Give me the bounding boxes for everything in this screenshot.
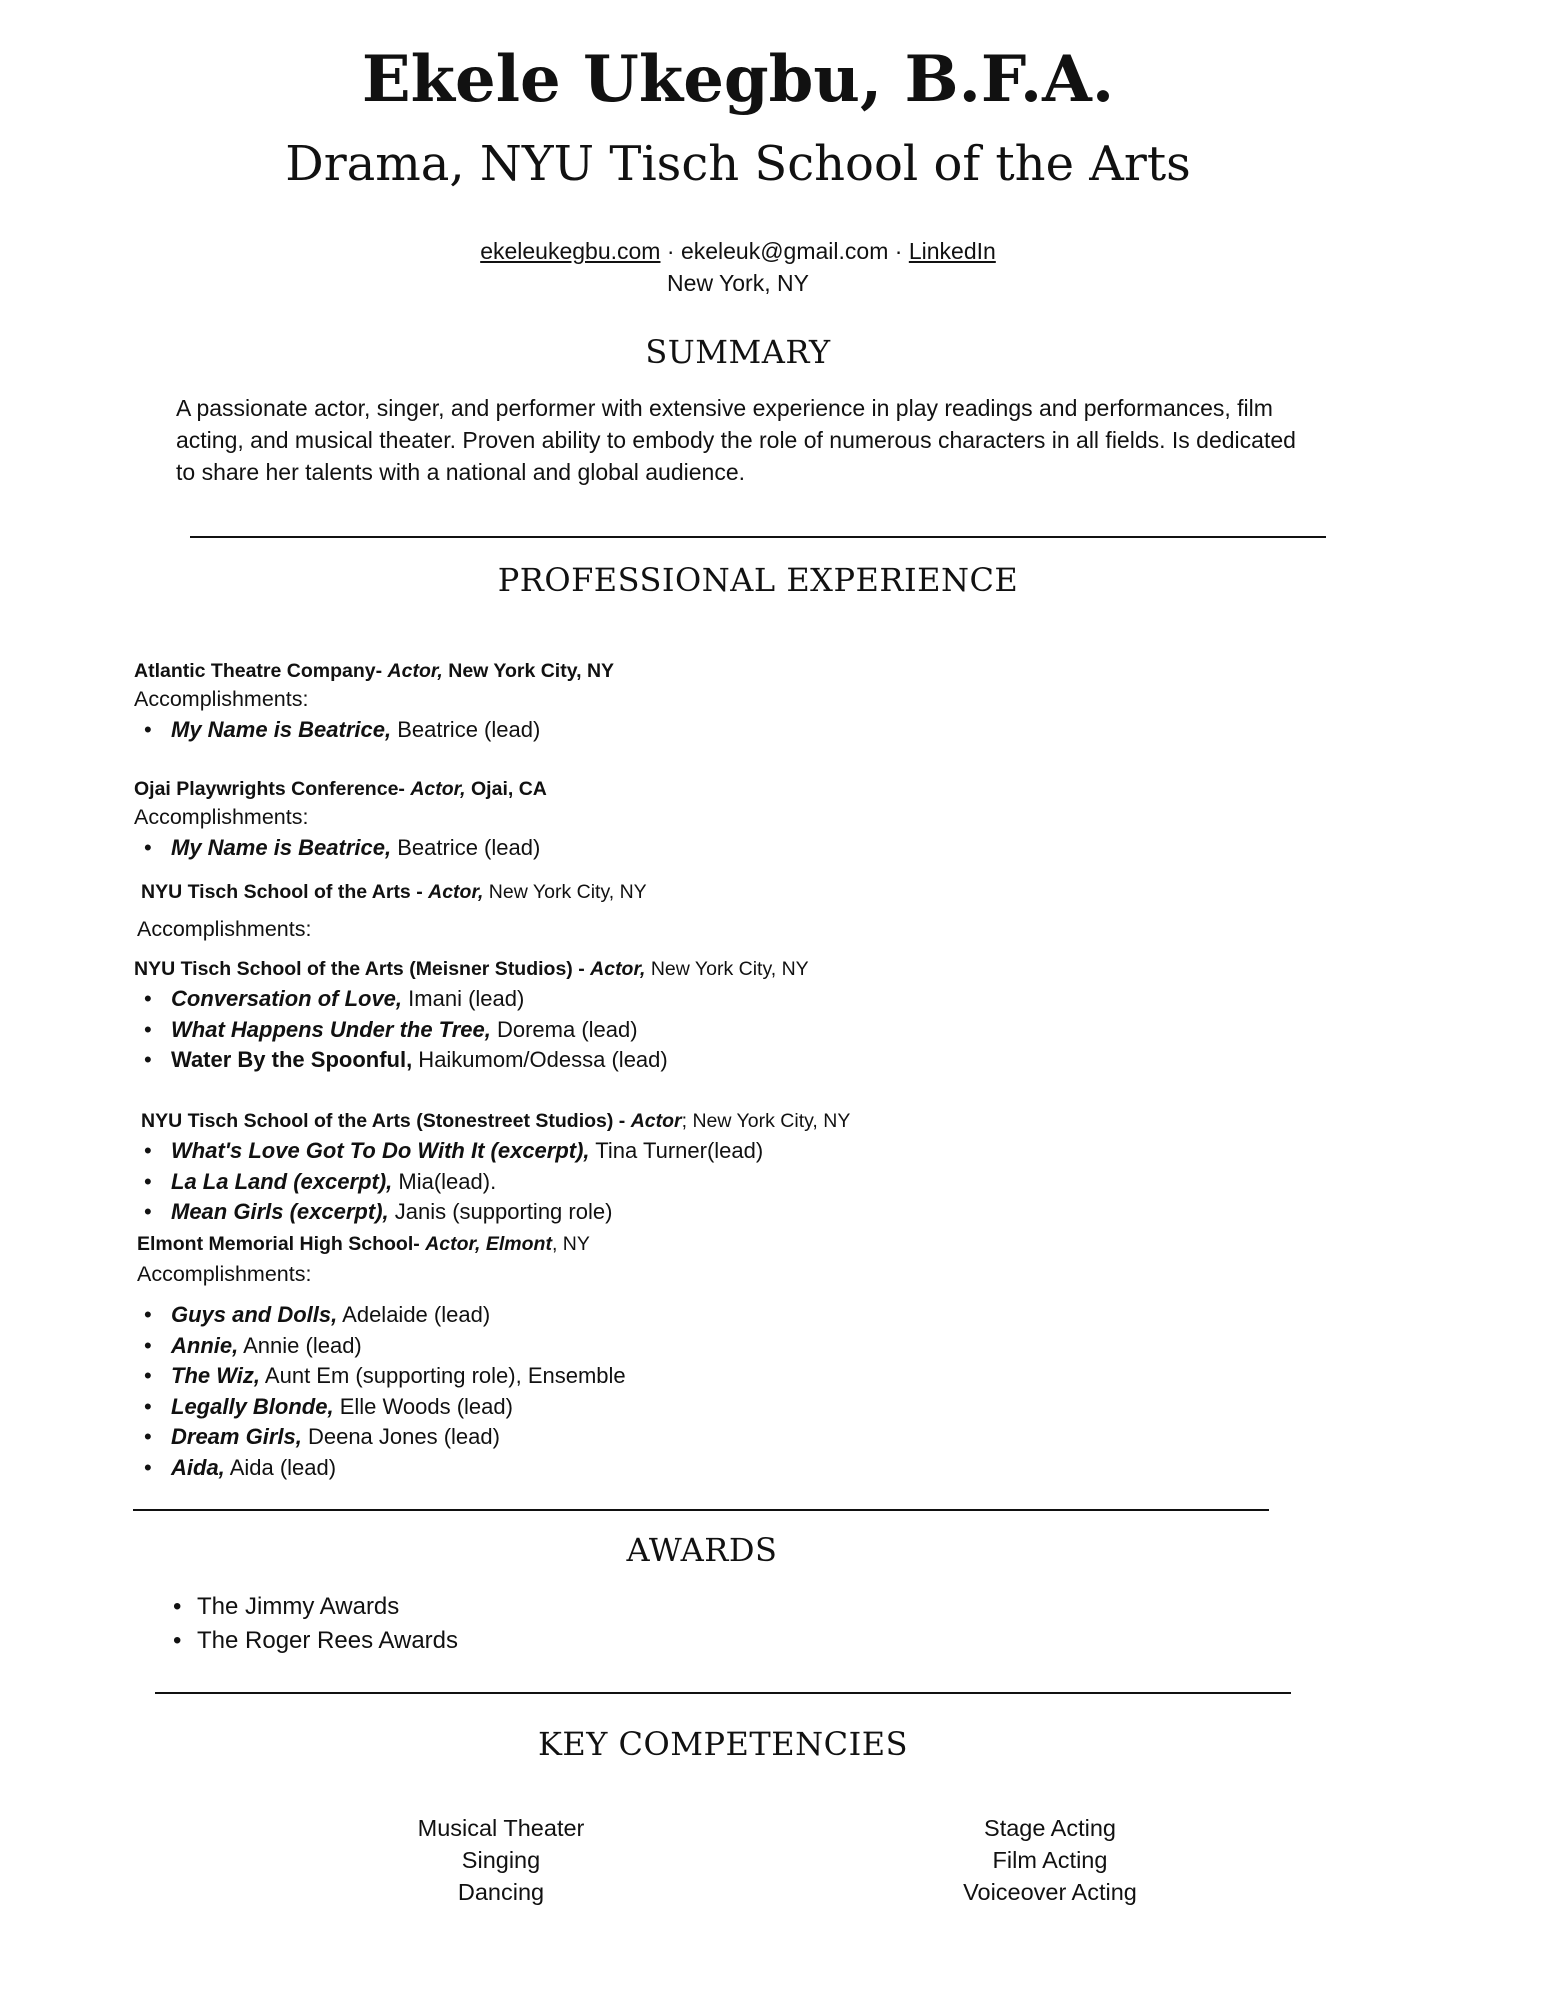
meisner-list <box>134 984 668 1076</box>
resume-subtitle: Drama, NYU Tisch School of the Arts <box>285 136 1191 192</box>
list-item <box>134 1015 668 1046</box>
competency-item: Voiceover Acting <box>963 1879 1137 1905</box>
location-text: ; New York City, NY <box>681 1110 851 1132</box>
play-title: Aida, <box>171 1454 225 1480</box>
list-item: • The Jimmy Awards <box>165 1590 458 1624</box>
location-text: New York City, NY <box>483 881 647 903</box>
website-link[interactable]: ekeleukegbu.com <box>480 238 661 264</box>
list-item <box>134 1422 626 1453</box>
play-title: Water By the Spoonful, <box>171 1047 413 1072</box>
competency-item: Singing <box>461 1847 541 1873</box>
list-item <box>134 1392 626 1423</box>
divider <box>155 1692 1291 1694</box>
role-detail: Imani (lead) <box>402 986 525 1011</box>
atlantic-list <box>134 715 540 746</box>
competency-item: Musical Theater <box>417 1815 585 1841</box>
experience-heading: PROFESSIONAL EXPERIENCE <box>497 561 1019 599</box>
list-item <box>134 715 540 746</box>
elmont-list <box>134 1300 626 1483</box>
role-detail: Aida (lead) <box>224 1454 337 1480</box>
play-title: La La Land (excerpt), <box>171 1168 393 1194</box>
role-detail: Haikumom/Odessa (lead) <box>412 1047 668 1072</box>
org-name: Atlantic Theatre Company- <box>134 660 388 682</box>
play-title: Guys and Dolls, <box>171 1302 338 1327</box>
entry-heading-meisner <box>134 958 809 981</box>
divider <box>133 1509 1269 1511</box>
role-text: Actor, <box>428 881 484 903</box>
entry-heading-ojai <box>134 778 547 801</box>
stonestreet-list <box>134 1136 763 1228</box>
entry-heading-stonestreet <box>141 1110 850 1133</box>
summary-text: A passionate actor, singer, and performer with extensive experience in play readings and performances, film acting, and musical theater. Proven ability to embody the role of numerous characters in all fields. Is dedicated to share her talents with a national and global audience. <box>176 395 1296 485</box>
contact-separator: · <box>888 238 909 264</box>
list-item <box>134 1136 763 1167</box>
competencies-heading: KEY COMPETENCIES <box>537 1725 909 1763</box>
location-text: New York, NY <box>667 270 809 296</box>
list-item: • The Roger Rees Awards <box>165 1624 458 1658</box>
list-item <box>134 1331 626 1362</box>
linkedin-link[interactable]: LinkedIn <box>908 238 996 264</box>
list-item <box>134 833 540 864</box>
list-item <box>134 984 668 1015</box>
location-text: , NY <box>551 1233 590 1255</box>
entry-heading-nyu <box>141 881 647 904</box>
role-detail: Elle Woods (lead) <box>333 1393 513 1419</box>
contact-line <box>0 235 1476 267</box>
play-title: Dream Girls, <box>171 1424 302 1449</box>
list-item <box>134 1361 626 1392</box>
role-detail: Beatrice (lead) <box>391 835 541 860</box>
competency-item: Stage Acting <box>984 1815 1116 1841</box>
accomplishments-label: Accomplishments: <box>134 687 309 711</box>
role-detail: Janis (supporting role) <box>388 1199 613 1224</box>
location-text: New York City, NY <box>645 958 809 980</box>
competencies-right-column <box>900 1812 1200 1908</box>
role-detail: Mia(lead). <box>392 1168 497 1194</box>
role-detail: Annie (lead) <box>238 1332 362 1358</box>
play-title: Legally Blonde, <box>171 1393 334 1419</box>
location-text: Ojai, CA <box>471 778 547 800</box>
competencies-left-column <box>351 1812 651 1908</box>
org-name: NYU Tisch School of the Arts - <box>141 881 429 903</box>
location-text: New York City, NY <box>448 660 615 682</box>
org-name: Elmont Memorial High School- <box>137 1233 426 1255</box>
contact-separator: · <box>660 238 681 264</box>
email-text: ekeleuk@gmail.com <box>680 238 889 264</box>
role-detail: Dorema (lead) <box>490 1016 638 1042</box>
divider <box>190 536 1326 538</box>
role-detail: Tina Turner(lead) <box>589 1138 764 1163</box>
role-text: Actor, <box>590 958 646 980</box>
role-text: Actor, <box>410 778 472 800</box>
list-item <box>134 1300 626 1331</box>
list-item <box>134 1453 626 1484</box>
awards-heading: AWARDS <box>626 1531 778 1569</box>
role-text: Actor, Elmont <box>425 1233 552 1255</box>
org-name: Ojai Playwrights Conference- <box>134 778 411 800</box>
org-name: NYU Tisch School of the Arts (Meisner Studios) - <box>134 958 591 980</box>
role-text: Actor <box>630 1110 682 1132</box>
role-detail: Deena Jones (lead) <box>301 1424 500 1449</box>
role-text: Actor, <box>387 660 449 682</box>
awards-list <box>165 1590 458 1657</box>
play-title: My Name is Beatrice, <box>171 835 392 860</box>
entry-heading-atlantic <box>134 660 614 683</box>
role-detail: Adelaide (lead) <box>337 1302 491 1327</box>
role-detail: Aunt Em (supporting role), Ensemble <box>260 1363 626 1388</box>
play-title: Mean Girls (excerpt), <box>171 1199 389 1224</box>
resume-name: Ekele Ukegbu, B.F.A. <box>361 42 1115 117</box>
entry-heading-elmont <box>137 1233 590 1256</box>
org-name: NYU Tisch School of the Arts (Stonestreet Studios) - <box>141 1110 631 1132</box>
list-item <box>134 1045 668 1076</box>
accomplishments-label: Accomplishments: <box>137 917 312 941</box>
play-title: Annie, <box>171 1332 239 1358</box>
play-title: My Name is Beatrice, <box>171 717 392 742</box>
list-item <box>134 1167 763 1198</box>
competency-item: Film Acting <box>992 1847 1108 1873</box>
ojai-list <box>134 833 540 864</box>
accomplishments-label: Accomplishments: <box>137 1262 312 1286</box>
accomplishments-label: Accomplishments: <box>134 805 309 829</box>
competency-item: Dancing <box>457 1879 545 1905</box>
play-title: What's Love Got To Do With It (excerpt), <box>171 1138 590 1163</box>
play-title: Conversation of Love, <box>171 986 403 1011</box>
role-detail: Beatrice (lead) <box>391 717 541 742</box>
list-item <box>134 1197 763 1228</box>
play-title: The Wiz, <box>171 1363 261 1388</box>
play-title: What Happens Under the Tree, <box>171 1016 491 1042</box>
summary-heading: SUMMARY <box>645 333 831 371</box>
contact-block <box>0 235 1476 299</box>
